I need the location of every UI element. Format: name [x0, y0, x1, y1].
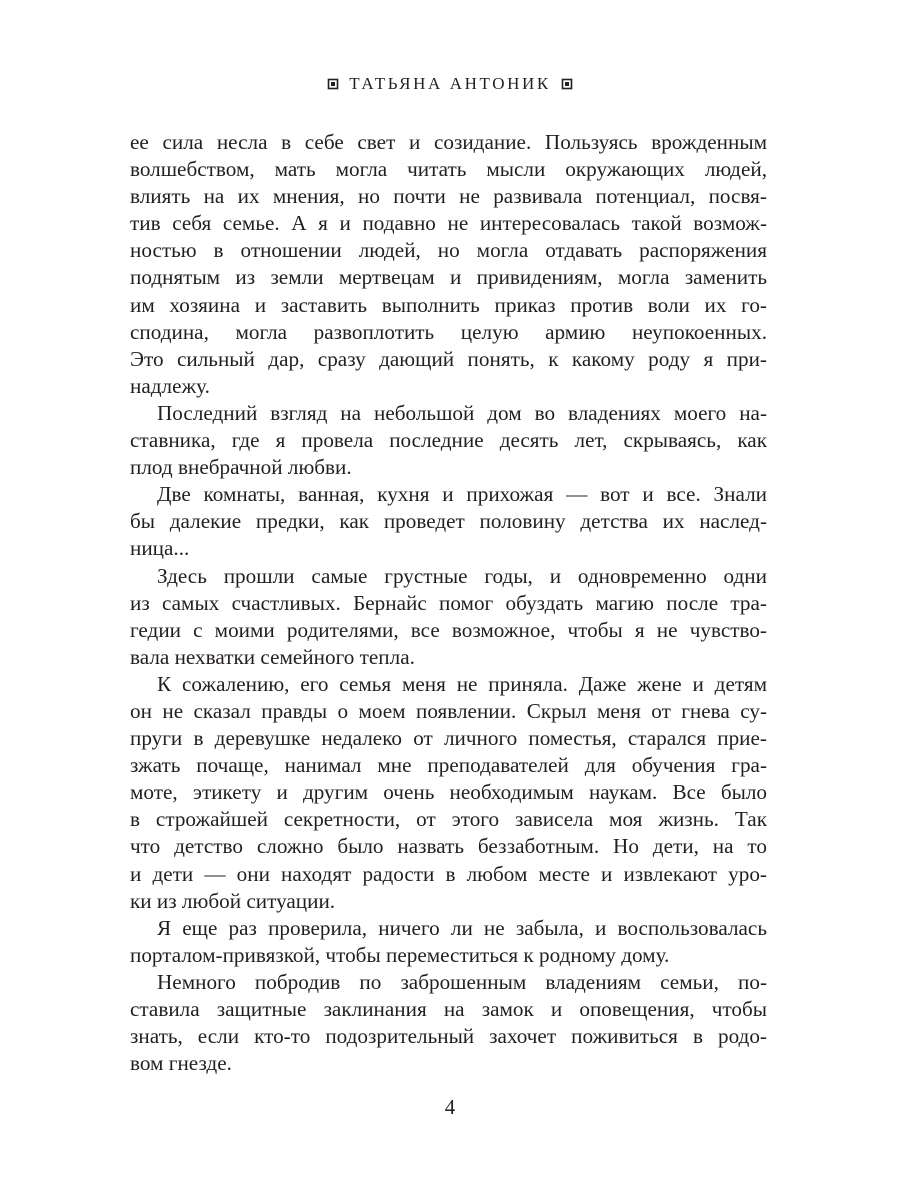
- text-line: плод внебрачной любви.: [130, 455, 352, 480]
- text-line: надлежу.: [130, 373, 210, 398]
- running-head-author: ТАТЬЯНА АНТОНИК: [349, 74, 551, 93]
- paragraph: [130, 129, 767, 400]
- text-line: порталом-привязкой, чтобы переместиться к родному дому.: [130, 942, 670, 967]
- text-line: ки из любой ситуации.: [130, 888, 336, 913]
- text-line: Это сильный дар, сразу дающий понять, к какому роду я при-: [130, 346, 767, 371]
- text-line: волшебством, мать могла читать мысли окружающих людей,: [130, 157, 767, 182]
- text-line: Две комнаты, ванная, кухня и прихожая — вот и все. Знали: [157, 482, 767, 507]
- running-head: [0, 74, 900, 94]
- text-line: Немного побродив по заброшенным владениям семьи, по-: [157, 969, 767, 994]
- text-line: в строжайшей секретности, от этого зависела моя жизнь. Так: [130, 807, 767, 832]
- text-line: вом гнезде.: [130, 1051, 232, 1076]
- text-line: что детство сложно было назвать беззаботным. Но дети, на то: [130, 834, 767, 859]
- text-line: сподина, могла развоплотить целую армию неупокоенных.: [130, 319, 767, 344]
- text-line: гедии с моими родителями, все возможное, чтобы я не чувство-: [130, 617, 767, 642]
- text-line: Я еще раз проверила, ничего ли не забыла, и воспользовалась: [157, 915, 767, 940]
- text-line: ставила защитные заклинания на замок и оповещения, чтобы: [130, 997, 767, 1021]
- body-text: [130, 129, 767, 1077]
- text-line: тив себя семье. А я и подавно не интересовалась такой возмож-: [130, 211, 767, 236]
- diamond-ornament-icon: [327, 78, 339, 90]
- text-line: ставника, где я провела последние десять лет, скрываясь, как: [130, 428, 767, 453]
- paragraph: [130, 400, 767, 481]
- text-line: и дети — они находят радости в любом месте и извлекают уро-: [130, 861, 767, 886]
- text-line: знать, если кто-то подозрительный захочет поживиться в родо-: [130, 1024, 767, 1049]
- paragraph: [130, 671, 767, 915]
- text-line: ностью в отношении людей, но могла отдавать распоряжения: [130, 238, 767, 263]
- text-line: из самых счастливых. Бернайс помог обуздать магию после тра-: [130, 590, 767, 615]
- text-line: влиять на их мнения, но почти не развивала потенциал, посвя-: [130, 184, 767, 209]
- text-line: он не сказал правды о моем появлении. Скрыл меня от гнева су-: [130, 698, 767, 723]
- text-line: зжать почаще, нанимал мне преподавателей для обучения гра-: [130, 753, 767, 778]
- text-line: ее сила несла в себе свет и созидание. Пользуясь врожденным: [130, 130, 767, 154]
- paragraph: [130, 563, 767, 671]
- text-line: К сожалению, его семья меня не приняла. Даже жене и детям: [157, 671, 767, 696]
- paragraph: [130, 915, 767, 969]
- text-line: Здесь прошли самые грустные годы, и одновременно одни: [157, 563, 767, 588]
- paragraph: [130, 481, 767, 562]
- text-line: моте, этикету и другим очень необходимым наукам. Все было: [130, 780, 767, 805]
- text-line: им хозяина и заставить выполнить приказ против воли их го-: [130, 292, 767, 317]
- text-line: вала нехватки семейного тепла.: [130, 644, 415, 669]
- text-line: бы далекие предки, как проведет половину детства их наслед-: [130, 509, 767, 534]
- paragraph: [130, 969, 767, 1077]
- text-line: ница...: [130, 536, 190, 561]
- diamond-ornament-icon: [561, 78, 573, 90]
- text-line: Последний взгляд на небольшой дом во владениях моего на-: [157, 400, 767, 425]
- page-number: 4: [444, 1095, 456, 1119]
- text-line: пруги в деревушке недалеко от личного поместья, старался прие-: [130, 726, 767, 751]
- text-line: поднятым из земли мертвецам и привидениям, могла заменить: [130, 265, 767, 290]
